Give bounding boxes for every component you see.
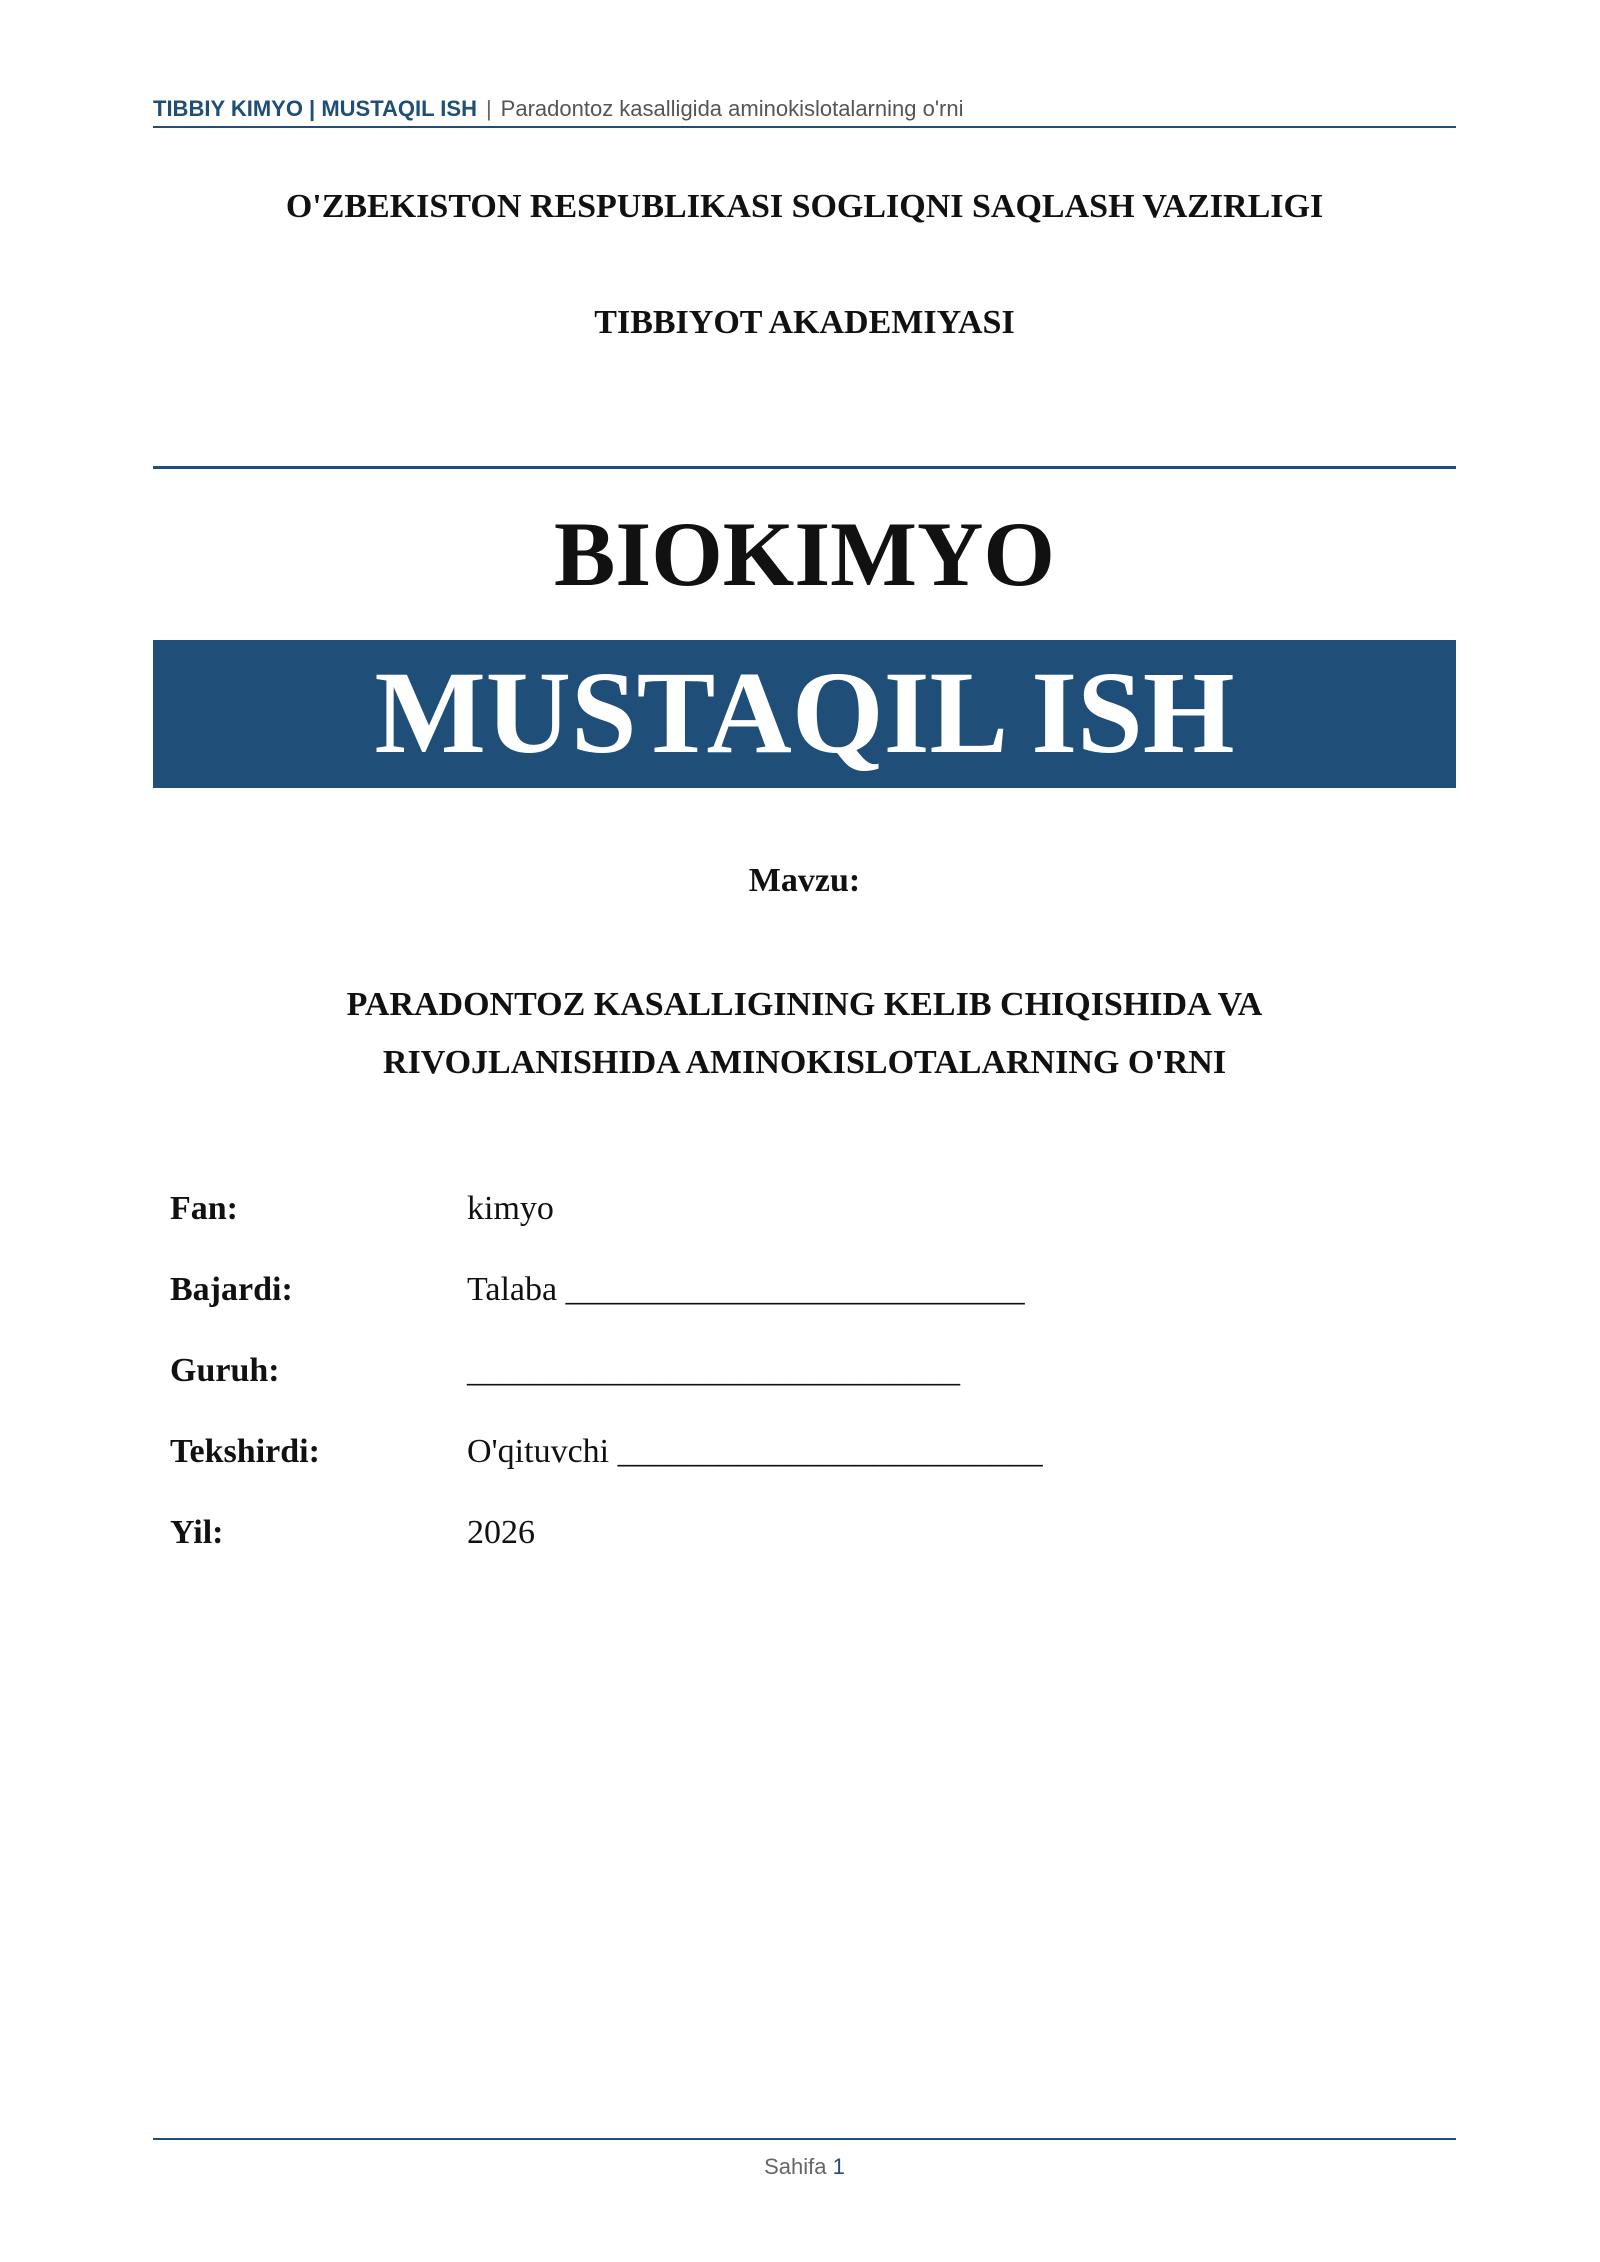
info-label: Guruh: <box>170 1352 280 1389</box>
info-value: O'qituvchi _________________________ <box>467 1433 1043 1470</box>
info-row-subject <box>170 1186 1370 1232</box>
info-value: kimyo <box>467 1190 554 1227</box>
header-separator: | <box>485 96 492 121</box>
info-label: Bajardi: <box>170 1271 293 1308</box>
info-value: _____________________________ <box>467 1352 960 1389</box>
header-rule <box>153 126 1456 128</box>
subject-title: BIOKIMYO <box>554 503 1055 605</box>
info-row-performed-by <box>170 1267 1370 1313</box>
header-course-title: TIBBIY KIMYO | MUSTAQIL ISH <box>153 96 477 121</box>
topic-title-line-2: RIVOJLANISHIDA AMINOKISLOTALARNING O'RNI <box>382 1044 1227 1081</box>
info-value: 2026 <box>467 1514 535 1551</box>
topic-title-line-1: PARADONTOZ KASALLIGINING KELIB CHIQISHIDA VA <box>346 986 1263 1023</box>
info-row-checked-by <box>170 1429 1370 1475</box>
topic-label: Mavzu: <box>748 862 861 899</box>
info-value: Talaba ___________________________ <box>467 1271 1025 1308</box>
title-divider <box>153 466 1456 469</box>
info-row-group <box>170 1348 1370 1394</box>
banner-title: MUSTAQIL ISH <box>374 647 1235 778</box>
academy-name: TIBBIYOT AKADEMIYASI <box>594 304 1015 341</box>
info-label: Yil: <box>170 1514 224 1551</box>
page-footer <box>153 2152 1456 2182</box>
header-subtitle: Paradontoz kasalligida aminokislotalarning o'rni <box>500 96 964 121</box>
footer-page-label: Sahifa <box>764 2154 827 2179</box>
footer-rule <box>153 2138 1456 2140</box>
page-header <box>153 94 1456 124</box>
info-label: Tekshirdi: <box>170 1433 320 1470</box>
info-row-year <box>170 1510 1370 1556</box>
topic-title <box>153 976 1456 1092</box>
info-label: Fan: <box>170 1190 238 1227</box>
footer-page-number: 1 <box>832 2154 845 2179</box>
ministry-name: O'ZBEKISTON RESPUBLIKASI SOGLIQNI SAQLASH VAZIRLIGI <box>285 188 1324 225</box>
